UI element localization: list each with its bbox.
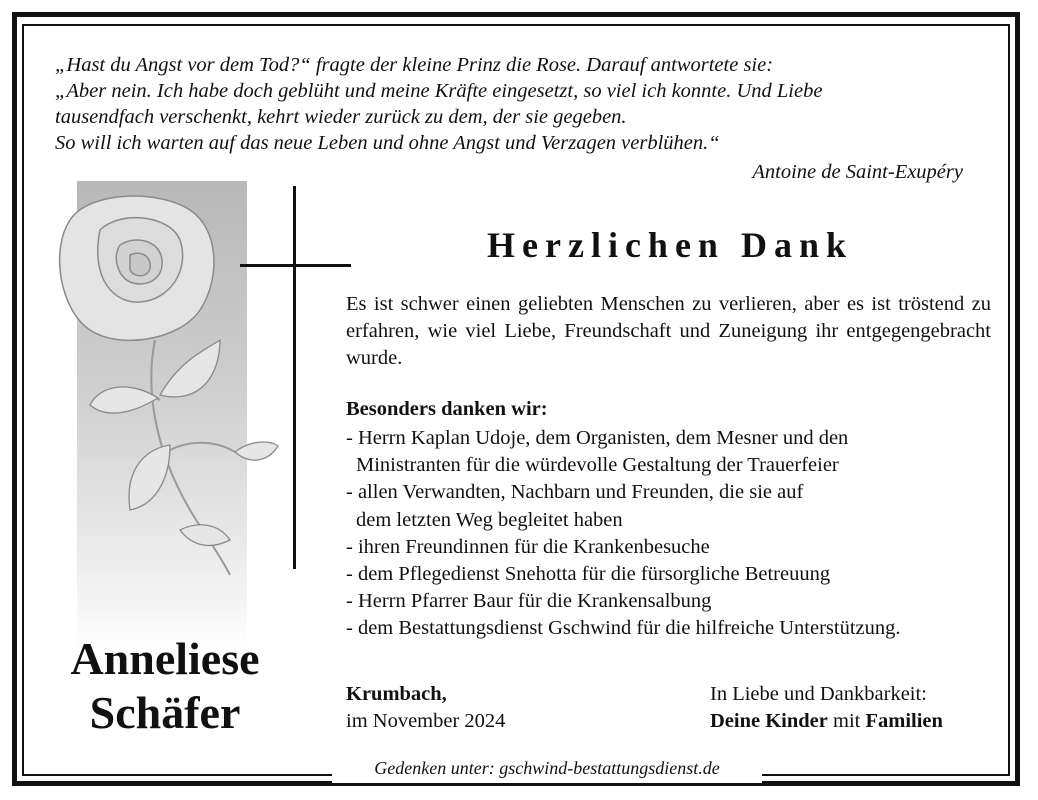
list-item: - Herrn Pfarrer Baur für die Krankensalbung (346, 590, 712, 613)
closing-text: In Liebe und Dankbarkeit: (710, 683, 927, 705)
list-item: - dem Bestattungsdienst Gschwind für die hilfreiche Unterstützung. (346, 617, 901, 640)
signers-children: Deine Kinder (710, 710, 828, 732)
thanks-title: Besonders danken wir: (346, 398, 548, 420)
signers (710, 710, 943, 733)
list-item: - dem Pflegedienst Snehotta für die fürsorgliche Betreuung (346, 563, 831, 586)
quote-author: Antoine de Saint-Exupéry (752, 161, 963, 183)
thanks-list (346, 425, 901, 643)
quote-line: „Hast du Angst vor dem Tod?“ fragte der kleine Prinz die Rose. Darauf antwortete sie: (55, 54, 774, 76)
memorial-link[interactable]: Gedenken unter: gschwind-bestattungsdienst.de (332, 753, 762, 783)
rose-icon (30, 190, 280, 590)
quote-line: tausendfach verschenkt, kehrt wieder zurück zu dem, der sie gegeben. (55, 106, 627, 128)
list-item: dem letzten Weg begleitet haben (356, 508, 623, 531)
signers-with: mit (833, 710, 861, 732)
list-item: Ministranten für die würdevolle Gestaltung der Trauerfeier (356, 454, 839, 477)
quote-line: „Aber nein. Ich habe doch geblüht und meine Kräfte eingesetzt, so viel ich konnte. Und Liebe (55, 80, 823, 102)
list-item: - Herrn Kaplan Udoje, dem Organisten, dem Mesner und den (346, 427, 849, 449)
deceased-first-name: Anneliese (70, 633, 260, 684)
cross-vertical-bar (293, 186, 296, 569)
date: im November 2024 (346, 710, 506, 732)
intro-paragraph: Es ist schwer einen geliebten Menschen zu verlieren, aber es ist tröstend zu erfahren, wie viel Liebe, Freundschaft und Zuneigung ihr entgegengebracht wurde. (346, 293, 991, 369)
quote-block (55, 52, 985, 156)
cross-horizontal-bar (240, 264, 351, 267)
list-item: - allen Verwandten, Nachbarn und Freunden, die sie auf (346, 481, 804, 504)
deceased-last-name: Schäfer (89, 687, 241, 738)
list-item: - ihren Freundinnen für die Krankenbesuche (346, 535, 710, 558)
quote-line: So will ich warten auf das neue Leben und ohne Angst und Verzagen verblühen.“ (55, 132, 720, 154)
deceased-name (45, 632, 285, 740)
place: Krumbach, (346, 683, 447, 705)
signers-families: Familien (865, 710, 943, 732)
page-title: Herzlichen Dank (487, 225, 853, 265)
